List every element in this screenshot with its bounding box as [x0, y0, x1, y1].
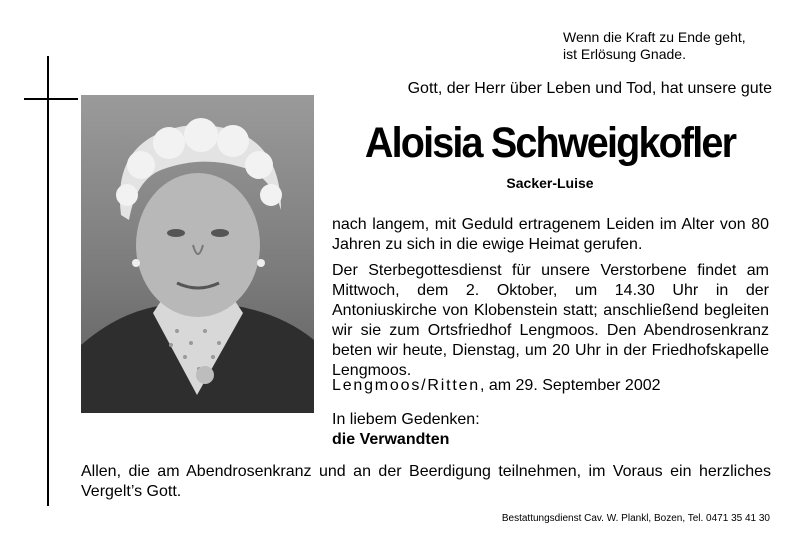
- family-signature: die Verwandten: [332, 431, 450, 448]
- deceased-nickname: Sacker-Luise: [506, 175, 594, 191]
- intro-text: Gott, der Herr über Leben und Tod, hat unsere gute: [407, 80, 772, 97]
- closing-thanks: Allen, die am Abendrosenkranz und an der Beerdigung teilnehmen, im Voraus ein herzliches Vergelt’s Gott.: [81, 463, 771, 500]
- motto-line-2: ist Erlösung Gnade.: [563, 46, 686, 62]
- portrait-illustration: [81, 95, 314, 413]
- memory-line: In liebem Gedenken:: [332, 411, 480, 428]
- announcement-paragraph-2: Der Sterbegottesdienst für unsere Verstorbene findet am Mittwoch, dem 2. Oktober, um 14.30 Uhr in der Antoniuskirche von Klobenstein statt; anschließend begleiten wir sie zum Ortsfriedhof Lengmoos. Den Abendrosenkranz beten wir heute, Dienstag, um 20 Uhr in der Friedhofskapelle Lengmoos.: [332, 262, 769, 379]
- cross-vertical-bar: [47, 56, 49, 506]
- place: Lengmoos/Ritten: [332, 377, 480, 394]
- motto: [563, 29, 788, 63]
- cross-horizontal-bar: [24, 98, 78, 100]
- funeral-service-credit: Bestattungsdienst Cav. W. Plankl, Bozen, Tel. 0471 35 41 30: [501, 513, 770, 524]
- portrait-photo: [81, 95, 314, 413]
- place-date: [332, 376, 772, 396]
- announcement-paragraph-1: nach langem, mit Geduld ertragenem Leiden im Alter von 80 Jahren zu sich in die ewige Heimat gerufen.: [332, 216, 769, 253]
- motto-line-1: Wenn die Kraft zu Ende geht,: [563, 29, 746, 45]
- deceased-name: Aloisia Schweigkofler: [364, 119, 736, 167]
- date: , am 29. September 2002: [479, 377, 661, 394]
